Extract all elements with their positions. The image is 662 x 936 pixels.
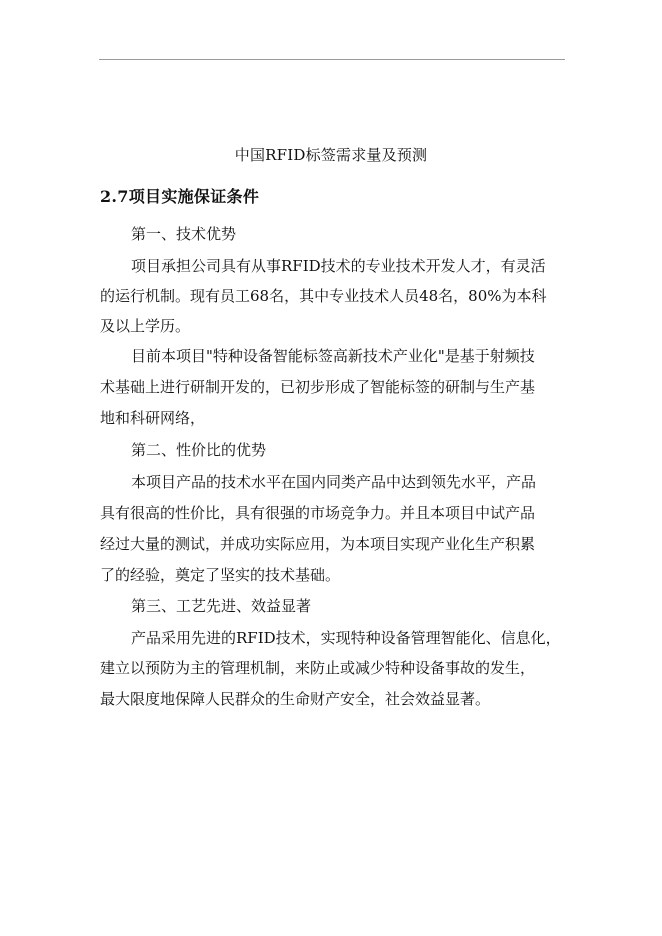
paragraph-line: 项目承担公司具有从事RFID技术的专业技术开发人才，有灵活 bbox=[131, 257, 546, 275]
paragraph-line: 术基础上进行研制开发的，已初步形成了智能标签的研制与生产基 bbox=[100, 378, 536, 396]
header-rule bbox=[99, 59, 565, 60]
paragraph-line: 经过大量的测试，并成功实际应用，为本项目实现产业化生产积累 bbox=[100, 535, 536, 553]
paragraph-line: 了的经验，奠定了坚实的技术基础。 bbox=[100, 566, 341, 584]
paragraph-line: 地和科研网络， bbox=[100, 409, 206, 427]
paragraph-line: 建立以预防为主的管理机制，来防止或减少特种设备事故的发生， bbox=[100, 659, 536, 677]
paragraph-line: 及以上学历。 bbox=[100, 317, 191, 335]
subheading-tech-advantage: 第一、技术优势 bbox=[131, 225, 237, 243]
subheading-price-performance: 第二、性价比的优势 bbox=[131, 441, 267, 459]
section-heading: 2.7项目实施保证条件 bbox=[100, 187, 260, 206]
paragraph-line: 产品采用先进的RFID技术，实现特种设备管理智能化、信息化， bbox=[131, 629, 561, 647]
paragraph-line: 目前本项目"特种设备智能标签高新技术产业化"是基于射频技 bbox=[131, 347, 535, 365]
paragraph-line: 本项目产品的技术水平在国内同类产品中达到领先水平，产品 bbox=[131, 473, 537, 491]
paragraph-line: 最大限度地保障人民群众的生命财产安全，社会效益显著。 bbox=[100, 690, 491, 708]
paragraph-line: 的运行机制。现有员工68名，其中专业技术人员48名，80%为本科 bbox=[100, 287, 547, 305]
page-title: 中国RFID标签需求量及预测 bbox=[234, 146, 428, 164]
paragraph-line: 具有很高的性价比，具有很强的市场竞争力。并且本项目中试产品 bbox=[100, 504, 536, 522]
subheading-process-benefit: 第三、工艺先进、效益显著 bbox=[131, 597, 312, 615]
